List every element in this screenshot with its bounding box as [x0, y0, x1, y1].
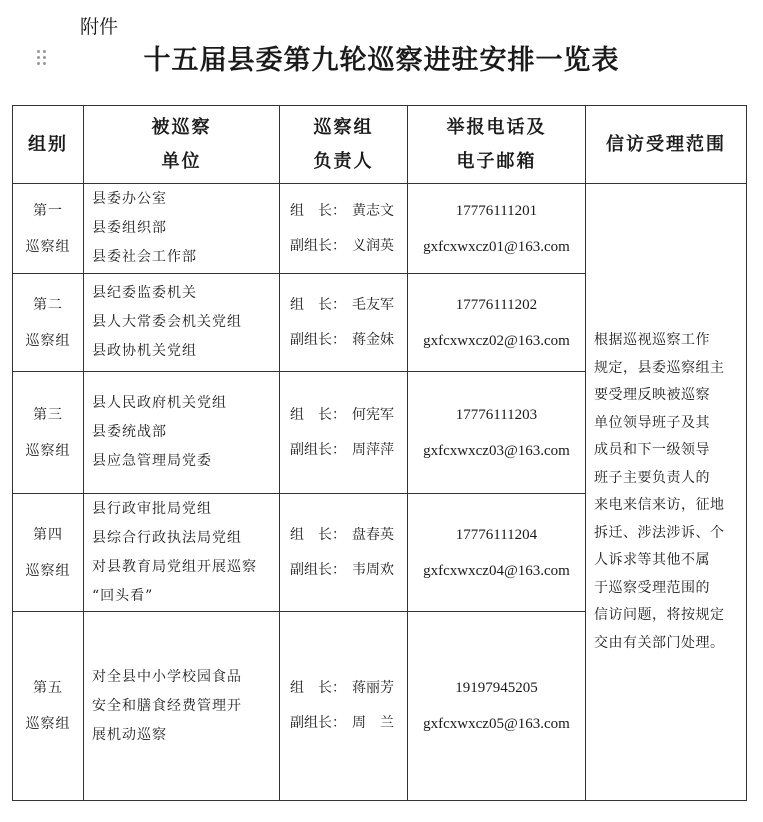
email-address: gxfcxwxcz04@163.com — [423, 562, 570, 579]
group-cell: 第三 巡察组 — [13, 372, 84, 494]
contact-cell — [408, 184, 586, 274]
table-row — [13, 184, 747, 274]
email-address: gxfcxwxcz01@163.com — [423, 238, 570, 255]
unit-cell: 县行政审批局党组 县综合行政执法局党组 对县教育局党组开展巡察 “回头看” — [84, 494, 280, 612]
col-header-unit: 被巡察 单位 — [84, 106, 280, 184]
phone-number: 19197945205 — [455, 680, 538, 696]
leader-cell: 组 长： 黄志文 副组长： 义润英 — [280, 184, 408, 274]
col-header-group: 组别 — [13, 106, 84, 184]
email-address: gxfcxwxcz05@163.com — [423, 716, 570, 732]
contact-cell — [408, 274, 586, 372]
leader-cell: 组 长： 蒋丽芳 副组长： 周 兰 — [280, 612, 408, 801]
col-header-leader: 巡察组 负责人 — [280, 106, 408, 184]
contact-cell — [408, 612, 586, 801]
col-header-scope: 信访受理范围 — [586, 106, 747, 184]
email-address: gxfcxwxcz03@163.com — [423, 442, 570, 459]
group-cell: 第五 巡察组 — [13, 612, 84, 801]
unit-cell: 县纪委监委机关 县人大常委会机关党组 县政协机关党组 — [84, 274, 280, 372]
leader-cell: 组 长： 毛友军 副组长： 蒋金妹 — [280, 274, 408, 372]
col-header-contact: 举报电话及 电子邮箱 — [408, 106, 586, 184]
page-title: 十五届县委第九轮巡察进驻安排一览表 — [143, 45, 620, 76]
group-cell: 第二 巡察组 — [13, 274, 84, 372]
phone-number: 17776111202 — [455, 296, 538, 313]
unit-cell: 县委办公室 县委组织部 县委社会工作部 — [84, 184, 280, 274]
contact-cell — [408, 372, 586, 494]
group-cell: 第一 巡察组 — [13, 184, 84, 274]
unit-cell: 县人民政府机关党组 县委统战部 县应急管理局党委 — [84, 372, 280, 494]
group-cell: 第四 巡察组 — [13, 494, 84, 612]
phone-number: 17776111203 — [455, 406, 538, 423]
leader-cell: 组 长： 盘春英 副组长： 韦周欢 — [280, 494, 408, 612]
leader-cell: 组 长： 何宪军 副组长： 周萍萍 — [280, 372, 408, 494]
attachment-label: 附件 — [80, 16, 119, 38]
scope-cell: 根据巡视巡察工作 规定，县委巡察组主 要受理反映被巡察 单位领导班子及其 成员和下一级领导 班子主要负责人的 来电来信来访，征地 拆迁、涉法涉诉、个 人诉求等其他不属 于巡察受理范围的 信访问题，将按规定 交由有关部门处理。 — [586, 184, 747, 801]
table-header-row — [13, 106, 747, 184]
phone-number: 17776111201 — [455, 202, 538, 219]
phone-number: 17776111204 — [455, 526, 538, 543]
email-address: gxfcxwxcz02@163.com — [423, 332, 570, 349]
unit-cell: 对全县中小学校园食品 安全和膳食经费管理开 展机动巡察 — [84, 612, 280, 801]
contact-cell — [408, 494, 586, 612]
inspection-table — [12, 105, 747, 801]
